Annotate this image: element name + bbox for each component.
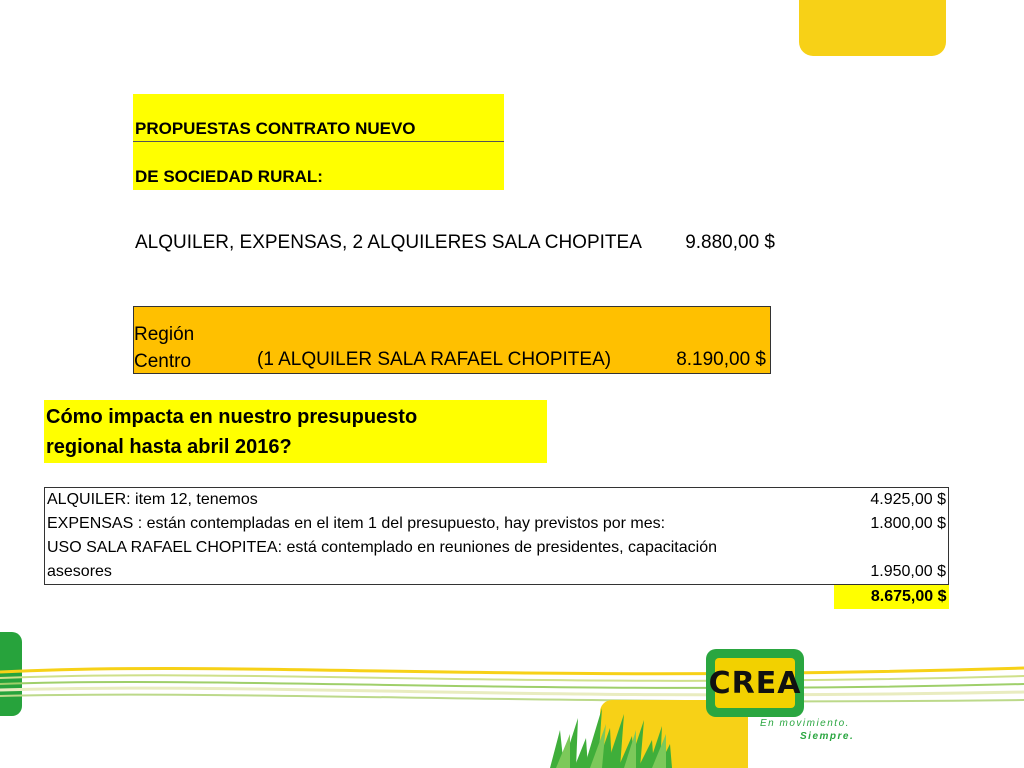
detail-label-line2: asesores (45, 560, 835, 585)
decorative-stripes (0, 650, 1024, 710)
region-value: 8.190,00 $ (676, 349, 766, 370)
region-name (134, 321, 244, 375)
region-name-line1: Región (134, 324, 195, 345)
budget-details-table (44, 487, 949, 609)
region-row-box (133, 306, 771, 374)
table-row (45, 512, 949, 536)
rent-summary-row (135, 232, 775, 258)
detail-amount: 4.925,00 $ (834, 488, 949, 513)
region-name-line2: Centro (134, 351, 192, 372)
rent-summary-label: ALQUILER, EXPENSAS, 2 ALQUILERES SALA CHOPITEA (135, 232, 642, 253)
detail-amount: 1.950,00 $ (834, 560, 949, 585)
table-row (45, 488, 949, 513)
detail-label: ALQUILER: item 12, tenemos (45, 488, 835, 513)
table-row (45, 536, 949, 560)
detail-label-line1: USO SALA RAFAEL CHOPITEA: está contemplado en reuniones de presidentes, capacitación (45, 536, 835, 560)
logo-tagline-line1: En movimiento. (760, 718, 850, 729)
crea-logo (706, 649, 804, 717)
table-row (45, 560, 949, 585)
question-line2: regional hasta abril 2016? (46, 436, 292, 458)
proposal-title-line2: DE SOCIEDAD RURAL: (135, 167, 323, 186)
proposal-header-box (133, 94, 504, 190)
logo-tagline-line2: Siempre. (800, 731, 855, 742)
grass-icon (540, 700, 720, 768)
total-row (45, 585, 949, 610)
decorative-top-tab (799, 0, 946, 56)
total-amount: 8.675,00 $ (834, 585, 949, 610)
rent-summary-value: 9.880,00 $ (685, 232, 775, 253)
question-line1: Cómo impacta en nuestro presupuesto (46, 406, 418, 428)
region-description: (1 ALQUILER SALA RAFAEL CHOPITEA) (257, 349, 612, 370)
detail-amount: 1.800,00 $ (834, 512, 949, 536)
crea-logo-text: CREA (715, 658, 795, 708)
proposal-title-line1: PROPUESTAS CONTRATO NUEVO (133, 94, 504, 142)
detail-label: EXPENSAS : están contempladas en el item 1 del presupuesto, hay previstos por mes: (45, 512, 835, 536)
question-box (44, 400, 547, 463)
